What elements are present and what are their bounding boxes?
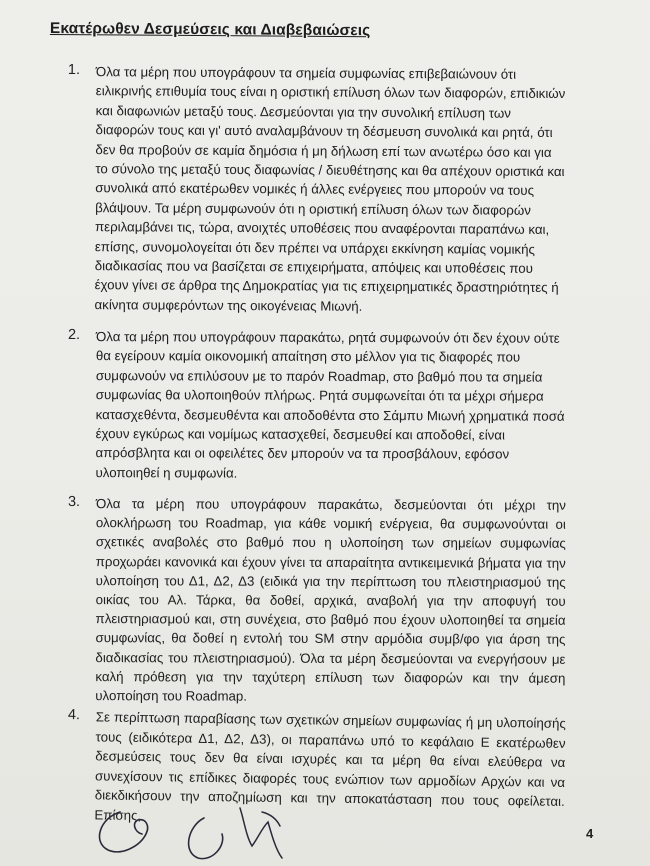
clause-text: Σε περίπτωση παραβίασης των σχετικών σημείων συμφωνίας ή μη υλοποίησής τους (ειδικότερα Δ1, Δ2, Δ3), οι παραπάνω υπό το κεφάλαιο Ε εκατέρωθεν δεσμεύσεις τους δεν θα είναι ισχυρές και τα μέρη θα είναι ελεύθερα να συνεχίσουν τις επίδικες διαφορές τους ενώπιον των αρμοδίων Αρχών και να διεκδικήσουν την αποζημίωση και την αποκατάσταση που τους οφείλεται. Επίσης, (94, 709, 566, 824)
section-heading: Εκατέρωθεν Δεσμεύσεις και Διαβεβαιώσεις (49, 20, 371, 40)
clause-text: Όλα τα μέρη που υπογράφουν παρακάτω, δεσμεύονται ότι μέχρι την ολοκλήρωση του Roadmap, για κάθε νομική ενέργεια, θα συμφωνούνται οι σχετικές αναβολές στο βαθμό που η υλοποίηση των σημείων συμφωνίας προχωράει κανονικά και έχουν γίνει τα απαραίτητα αντικειμενικά βήματα για την υλοποίηση του Δ1, Δ2, Δ3 (ειδικά για την περίπτωση του πλειστηριασμού της οικίας του Αλ. Τάρκα, θα δοθεί, αρχικά, αναβολή για την αποφυγή του πλειστηριασμού και, στη συνέχεια, στο βαθμό που έχουν υλοποιηθεί τα σημεία συμφωνίας, θα δοθεί η εντολή του SM στην αρμόδια συμβ/φο για άρση της διαδικασίας του πλειστηριασμού). Όλα τα μέρη δεσμεύονται να ενεργήσουν με καλή πρόθεση για την ταχύτερη επίλυση των διαφορών και την άμεση υλοποίηση του Roadmap. (95, 496, 566, 704)
page-number: 4 (586, 826, 594, 841)
clause-4 (66, 707, 566, 832)
clause-text: Όλα τα μέρη που υπογράφουν τα σημεία συμφωνίας επιβεβαιώνουν ότι ειλικρινής επιθυμία τους είναι η οριστική επίλυση όλων των διαφορών, επιδικιών και διαφωνιών μεταξύ τους. Δεσμεύονται για την συνολική επίλυση των διαφορών τους και γι' αυτό αναλαμβάνουν τη δέσμευση συνολικά και ρητά, ότι δεν θα προβούν σε καμία δημόσια ή μη δήλωση επί των ανωτέρω όσο και για το σύνολο της μεταξύ τους διαφωνίας / διευθέτησης και θα απέχουν οριστικά και συνολικά από εκατέρωθεν νομικές ή άλλες ενέργειες που μπορούν να τους βλάψουν. Τα μέρη συμφωνούν ότι η οριστική επίλυση όλων των διαφορών περιλαμβάνει τις, τώρα, ανοιχτές υποθέσεις που αναφέρονται παραπάνω και, επίσης, συνομολογείται ότι δεν πρέπει να υπάρχει εκκίνηση καμίας νομικής διαδικασίας που να βασίζεται σε επιχειρήματα, απόψεις και υποθέσεις που έχουν γίνει σε άρθρα της Δημοκρατίας για τις επιχειρηματικές δραστηριότητες ή ακίνητα συμφερόντων της οικογένειας Μιωνή. (94, 64, 566, 314)
clause-3 (67, 494, 566, 707)
clause-number: 1. (67, 62, 81, 79)
clause-1 (66, 62, 566, 317)
clause-number: 2. (67, 327, 81, 344)
clause-2 (67, 327, 566, 484)
clause-number: 3. (67, 494, 81, 511)
clause-text: Όλα τα μέρη που υπογράφουν παρακάτω, ρητά συμφωνούν ότι δεν έχουν ούτε θα εγείρουν καμία οικονομική απαίτηση στο μέλλον για τις διαφορές που συμφωνούν να επιλύσουν με το παρόν Roadmap, στο βαθμό που τα σημεία συμφωνίας θα υλοποιηθούν πλήρως. Ρητά συμφωνείται ότι τα μέχρι σήμερα κατασχεθέντα, δεσμευθέντα και αποδοθέντα στο Σάμπυ Μιωνή χρηματικά ποσά έχουν εγκύρως και νομίμως κατασχεθεί, δεσμευθεί και αποδοθεί, είναι απρόσβλητα και οι οφειλέτες δεν μπορούν να τα προσβάλουν, εφόσον υλοποιηθεί η συμφωνία. (95, 329, 565, 481)
clause-number: 4. (67, 707, 81, 724)
